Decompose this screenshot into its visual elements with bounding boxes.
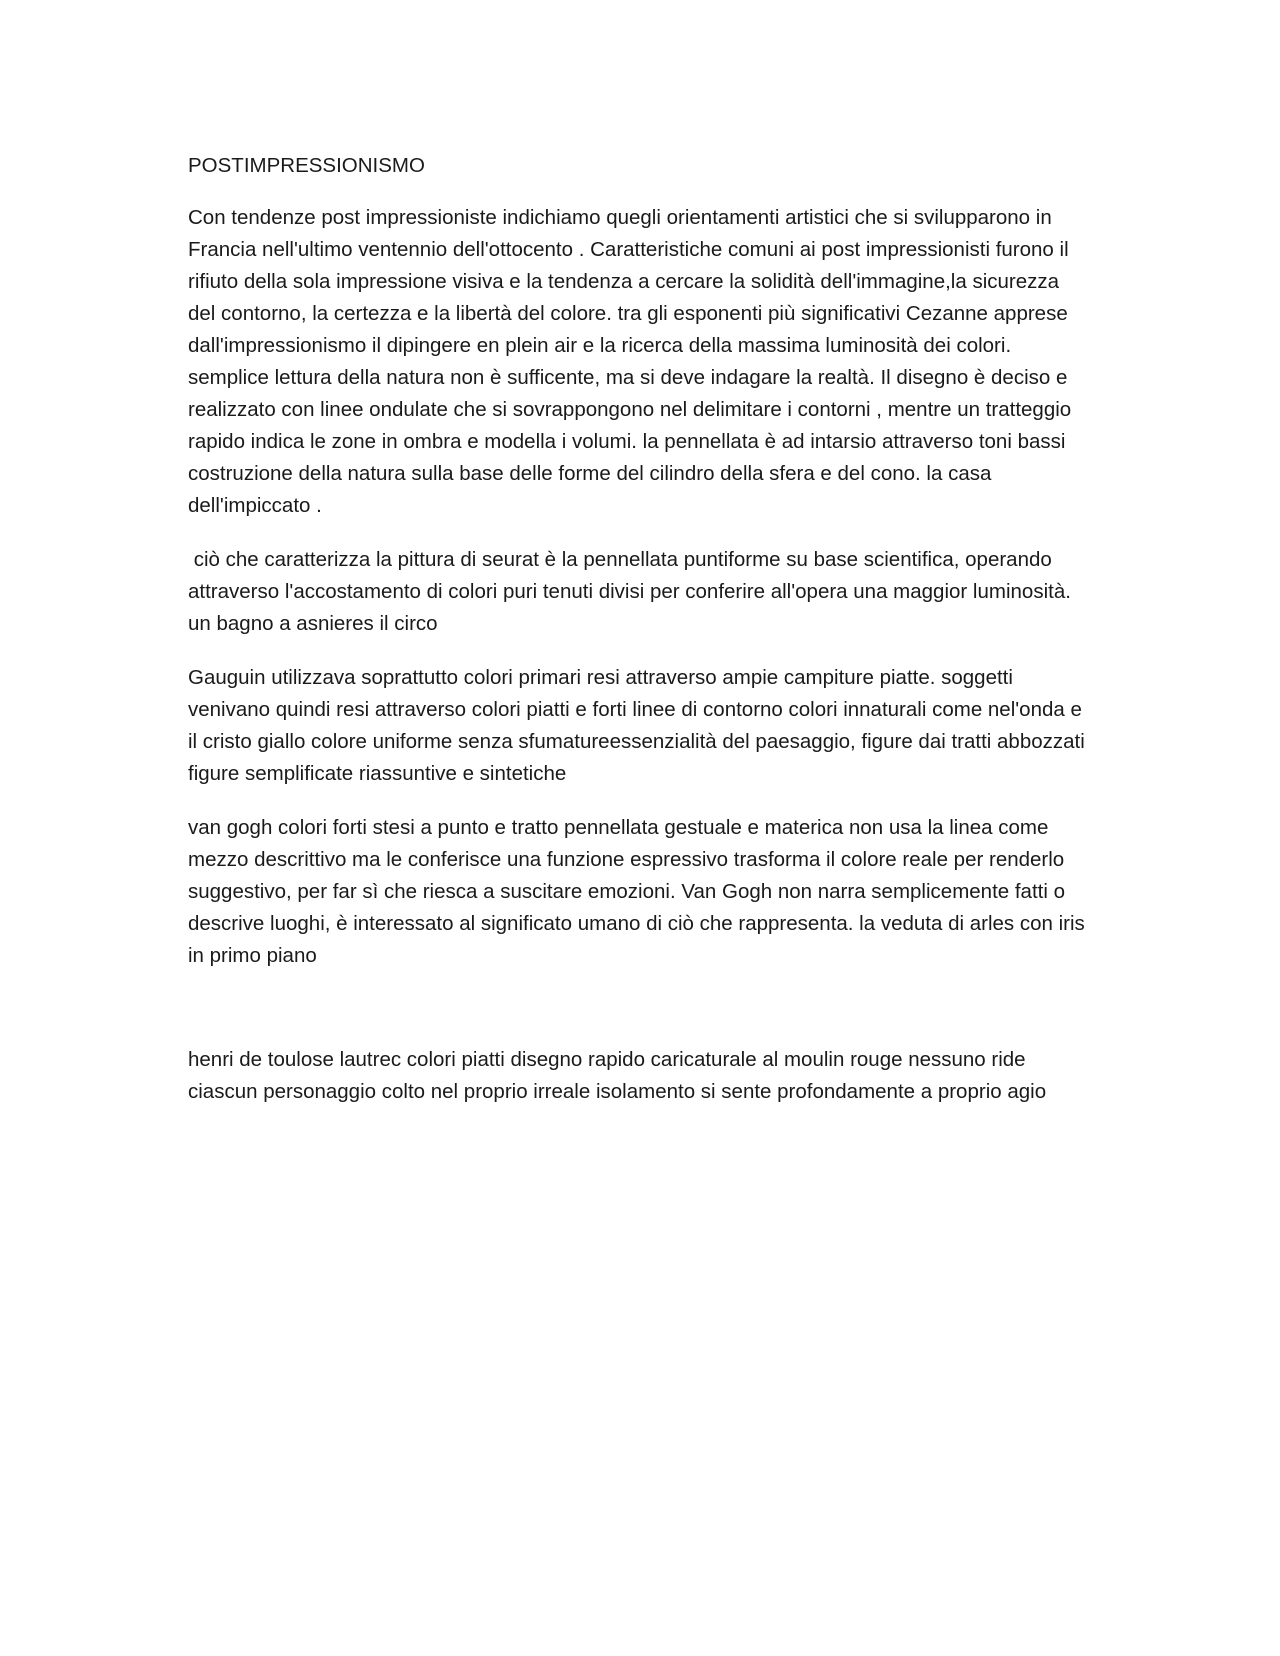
document-title: POSTIMPRESSIONISMO bbox=[188, 154, 425, 177]
paragraph-seurat: ciò che caratterizza la pittura di seurat è la pennellata puntiforme su base scientifica, operando attraverso l'accostamento di colori puri tenuti divisi per conferire all'opera una maggior luminosità. un bagno a asnieres il circo bbox=[188, 548, 1077, 635]
paragraph-cezanne: Con tendenze post impressioniste indichiamo quegli orientamenti artistici che si svilupparono in Francia nell'ultimo ventennio dell'ottocento . Caratteristiche comuni ai post impressionisti furono il rifiuto della sola impressione visiva e la tendenza a cercare la solidità dell'immagine,la sicurezza del contorno, la certezza e la libertà del colore. tra gli esponenti più significativi Cezanne apprese dall'impressionismo il dipingere en plein air e la ricerca della massima luminosità dei colori. semplice lettura della natura non è sufficente, ma si deve indagare la realtà. Il disegno è deciso e realizzato con linee ondulate che si sovrappongono nel delimitare i contorni , mentre un tratteggio rapido indica le zone in ombra e modella i volumi. la pennellata è ad intarsio attraverso toni bassi costruzione della natura sulla base delle forme del cilindro della sfera e del cono. la casa dell'impiccato . bbox=[188, 206, 1072, 517]
paragraph-gauguin: Gauguin utilizzava soprattutto colori primari resi attraverso ampie campiture piatte. soggetti venivano quindi resi attraverso colori piatti e forti linee di contorno colori innaturali come nel'onda e il cristo giallo colore uniforme senza sfumatureessenzialità del paesaggio, figure dai tratti abbozzati figure semplificate riassuntive e sintetiche bbox=[188, 666, 1085, 785]
paragraph-toulouse-lautrec: henri de toulose lautrec colori piatti disegno rapido caricaturale al moulin rouge nessuno ride ciascun personaggio colto nel proprio irreale isolamento si sente profondamente a proprio agio bbox=[188, 1048, 1047, 1103]
paragraph-van-gogh: van gogh colori forti stesi a punto e tratto pennellata gestuale e materica non usa la linea come mezzo descrittivo ma le conferisce una funzione espressivo trasforma il colore reale per renderlo suggestivo, per far sì che riesca a suscitare emozioni. Van Gogh non narra semplicemente fatti o descrive luoghi, è interessato al significato umano di ciò che rappresenta. la veduta di arles con iris in primo piano bbox=[188, 816, 1085, 967]
document-body bbox=[188, 150, 1092, 1130]
